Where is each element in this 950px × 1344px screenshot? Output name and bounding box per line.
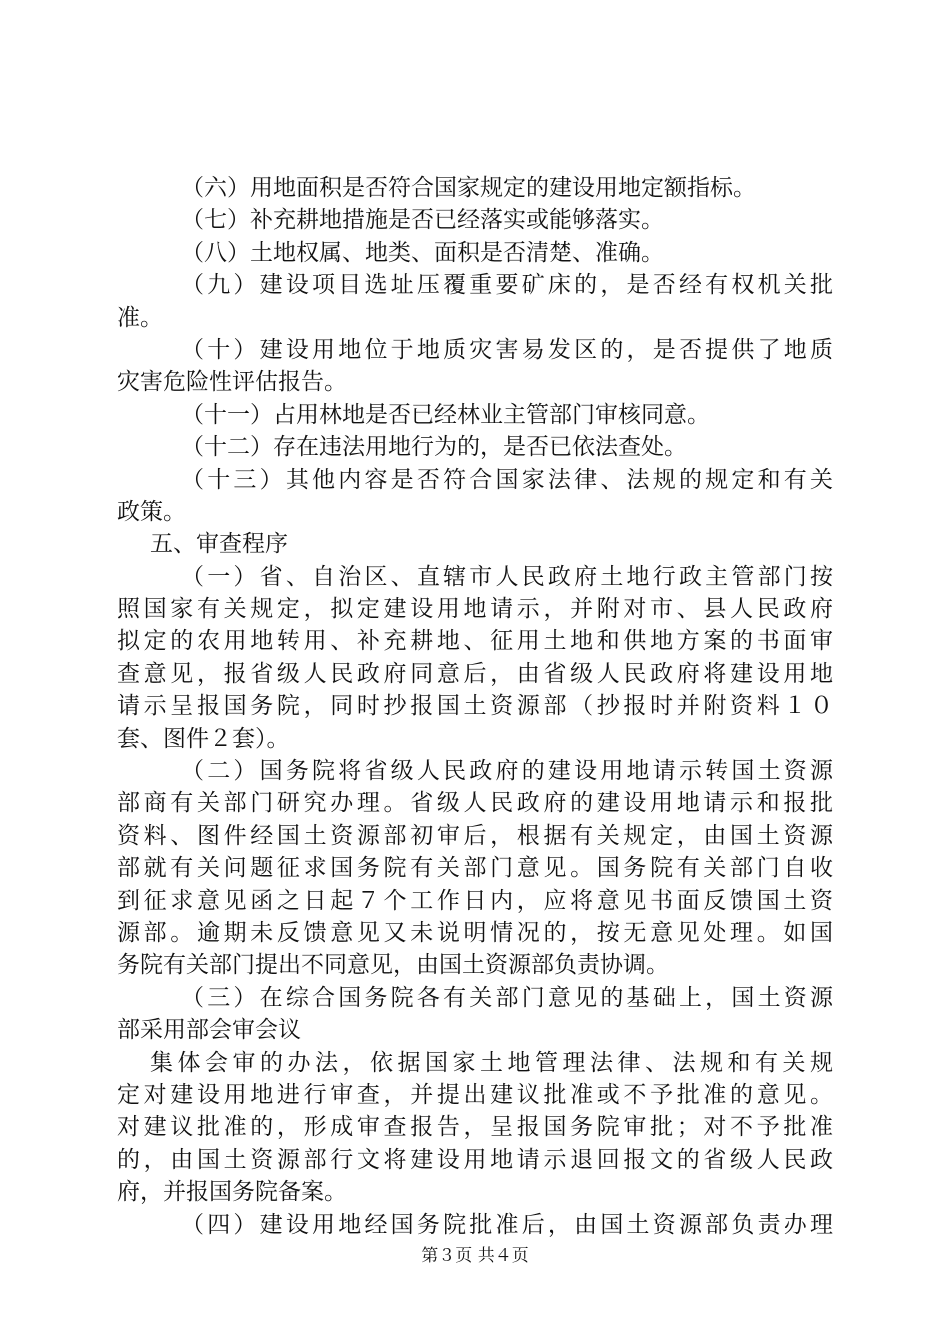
text-line: （十二）存在违法用地行为的，是否已依法查处。 [181, 434, 687, 461]
text-line: （十一）占用林地是否已经林业主管部门审核同意。 [181, 401, 710, 428]
text-line: （八）土地权属、地类、面积是否清楚、准确。 [181, 239, 664, 266]
text-line: （十）建设用地位于地质灾害易发区的，是否提供了地质 [181, 336, 833, 363]
text-line: （六）用地面积是否符合国家规定的建设用地定额指标。 [181, 175, 756, 201]
text-line: 政策。 [117, 498, 186, 525]
text-line: 拟定的农用地转用、补充耕地、征用土地和供地方案的书面审 [117, 628, 833, 655]
text-line: （二）国务院将省级人民政府的建设用地请示转国土资源 [181, 758, 833, 785]
text-line: 照国家有关规定，拟定建设用地请示，并附对市、县人民政府 [117, 596, 833, 623]
text-line: 到征求意见函之日起７个工作日内，应将意见书面反馈国土资 [117, 887, 833, 914]
text-line: 的，由国土资源部行文将建设用地请示退回报文的省级人民政 [117, 1146, 833, 1173]
text-line: （七）补充耕地措施是否已经落实或能够落实。 [181, 207, 664, 234]
text-line: 资料、图件经国土资源部初审后，根据有关规定，由国土资源 [117, 822, 833, 849]
text-line: 部采用部会审会议 [117, 1017, 301, 1044]
text-line: （三）在综合国务院各有关部门意见的基础上，国土资源 [181, 984, 833, 1011]
text-line: 请示呈报国务院，同时抄报国土资源部（抄报时并附资料１０ [117, 693, 833, 720]
text-line: 集体会审的办法，依据国家土地管理法律、法规和有关规 [150, 1049, 833, 1076]
page-footer: 第３页 共４页 [421, 1246, 529, 1266]
text-line: 源部。逾期未反馈意见又未说明情况的，按无意见处理。如国 [117, 919, 833, 946]
text-line: 部商有关部门研究办理。省级人民政府的建设用地请示和报批 [117, 790, 833, 817]
text-line: 府，并报国务院备案。 [117, 1179, 347, 1206]
text-line: （四）建设用地经国务院批准后，由国土资源部负责办理 [181, 1211, 833, 1238]
text-line: （十三）其他内容是否符合国家法律、法规的规定和有关 [181, 466, 833, 493]
text-line: 套、图件２套）。 [117, 725, 290, 752]
text-line: 查意见，报省级人民政府同意后，由省级人民政府将建设用地 [117, 660, 833, 687]
text-line: 五、审查程序 [150, 531, 288, 558]
text-line: （九）建设项目选址压覆重要矿床的，是否经有权机关批 [181, 272, 833, 299]
text-line: 定对建设用地进行审查，并提出建议批准或不予批准的意见。 [117, 1081, 833, 1108]
text-line: 准。 [117, 304, 163, 331]
text-line: 灾害危险性评估报告。 [117, 369, 347, 396]
text-line: （一）省、自治区、直辖市人民政府土地行政主管部门按 [181, 563, 833, 590]
text-line: 部就有关问题征求国务院有关部门意见。国务院有关部门自收 [117, 855, 833, 882]
text-line: 务院有关部门提出不同意见，由国土资源部负责协调。 [117, 952, 669, 979]
document-body [117, 172, 833, 1241]
text-line: 对建议批准的，形成审查报告，呈报国务院审批；对不予批准 [117, 1114, 833, 1141]
